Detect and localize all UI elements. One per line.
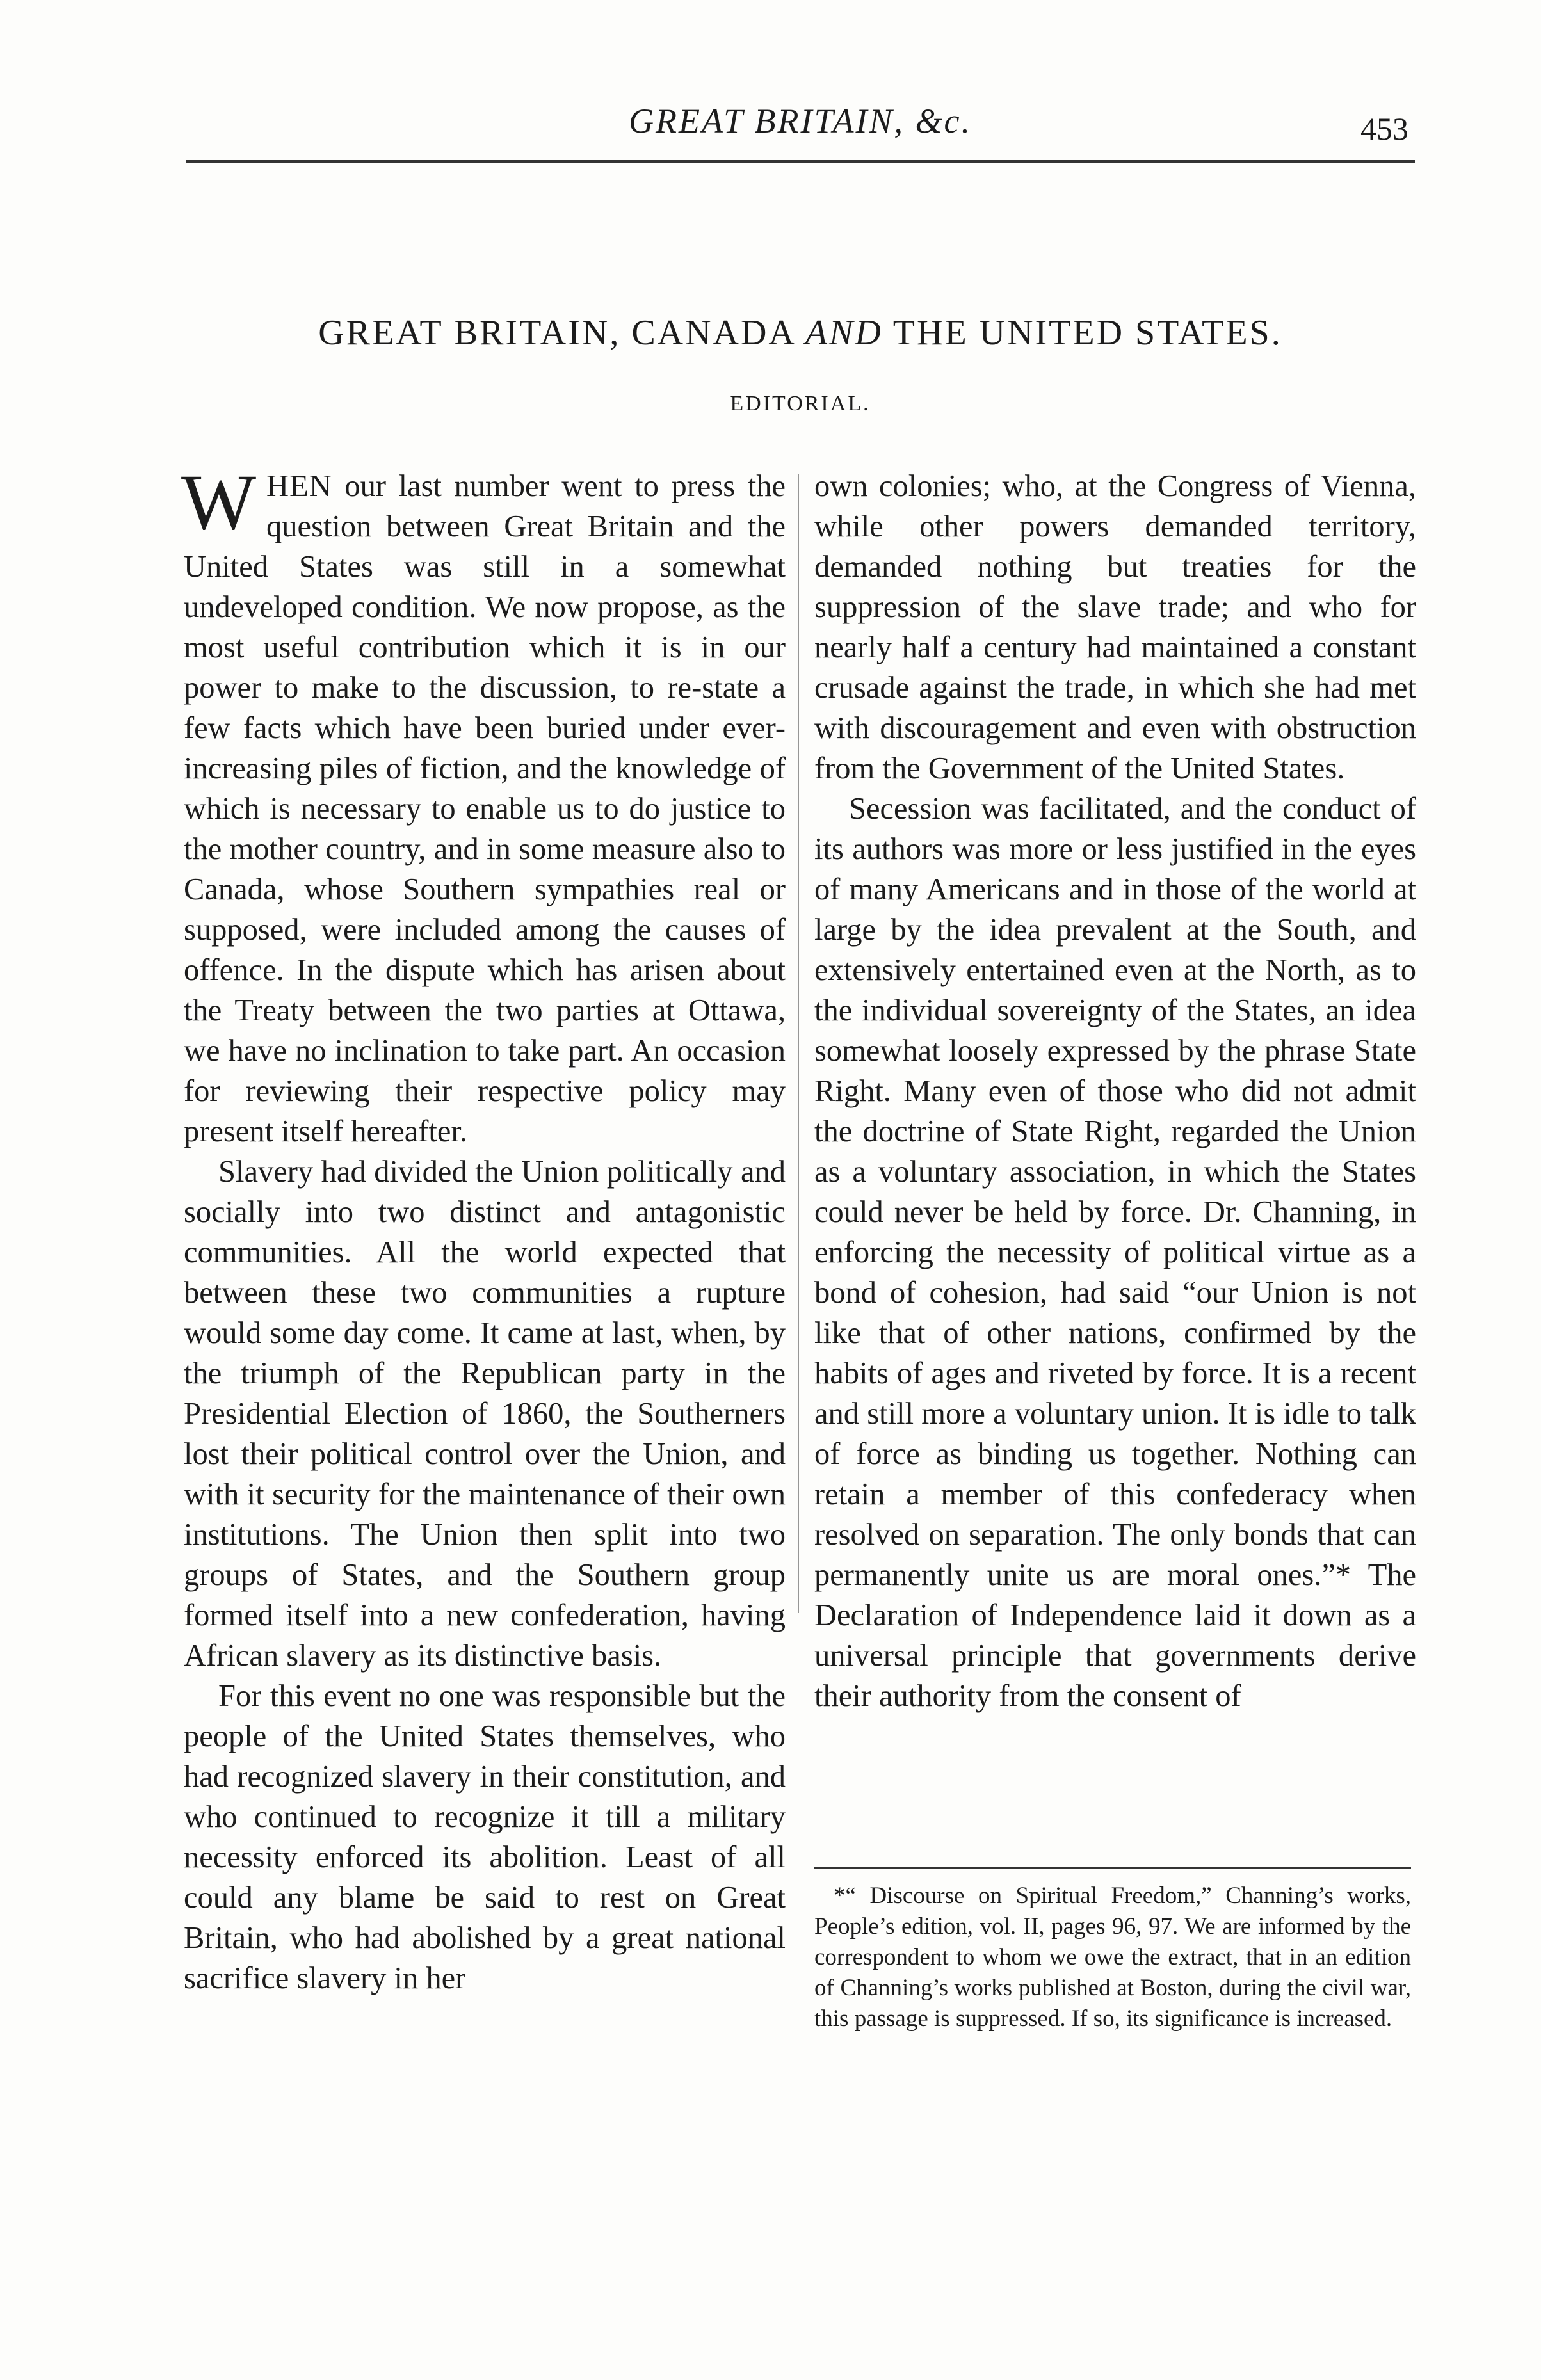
running-head [186,96,1415,163]
column-divider [798,474,799,1613]
footnote-rule [814,1867,1411,1869]
drop-cap: W [181,458,257,546]
article-title-start: GREAT BRITAIN, CANADA [318,313,795,353]
paragraph: own colonies; who, at the Congress of Vienna, while other powers demanded territory, demanded nothing but treaties for the suppression of the slave trade; and who for nearly half a century had maintained a constant crusade against the trade, in which she had met with discouragement and even with obstruction from the Government of the United States. [814,469,1416,785]
running-title: GREAT BRITAIN, &c. [629,102,972,140]
article-title [186,312,1415,353]
article-title-end: THE UNITED STATES. [892,313,1282,353]
footnote-text: *“ Discourse on Spiritual Freedom,” Channing’s works, People’s edition, vol. II, pages 96, 97. We are informed by the correspondent to whom we owe the extract, that in an edition of Channing’s works published at Boston, during the civil war, this passage is suppressed. If so, its significance is increased. [814,1883,1411,2032]
lead-in: HEN [266,469,332,503]
paragraph-text: our last number went to press the question between Great Britain and the United States was still in a somewhat undeveloped condition. We now propose, as the most useful contribution which it is in our power to make to the discussion, to re-state a few facts which have been buried under ever-increasing piles of fiction, and the knowledge of which is necessary to enable us to do justice to the mother country, and in some measure also to Canada, whose Southern sympathies real or supposed, were included among the causes of offence. In the dispute which has arisen about the Treaty between the two parties at Ottawa, we have no inclination to take part. An occasion for reviewing their respective policy may present itself hereafter. [184,469,786,1148]
article-title-and: AND [805,313,883,353]
page-number: 453 [1360,111,1408,147]
paragraph [181,458,786,1152]
left-column [181,458,786,1998]
editorial-label: EDITORIAL. [730,392,871,415]
paragraph: Slavery had divided the Union politically and socially into two distinct and antagonistic communities. All the world expected that between these two communities a rupture would some day come. It came at last, when, by the triumph of the Republican party in the Presidential Election of 1860, the Southerners lost their political control over the Union, and with it security for the maintenance of their own institutions. The Union then split into two groups of States, and the Southern group formed itself into a new confederation, having African slavery as its distinctive basis. [184,1155,786,1673]
right-column [814,466,1416,1716]
paragraph: For this event no one was responsible but the people of the United States themselves, who had recognized slavery in their constitution, and who continued to recognize it till a military necessity enforced its abolition. Least of all could any blame be said to rest on Great Britain, who had abolished by a great national sacrifice slavery in her [184,1679,786,1995]
footnote [814,1881,1411,2034]
paragraph: Secession was facilitated, and the conduct of its authors was more or less justified in the eyes of many Americans and in those of the world at large by the idea prevalent at the South, and extensively entertained even at the North, as to the individual sovereignty of the States, an idea somewhat loosely expressed by the phrase State Right. Many even of those who did not admit the doctrine of State Right, regarded the Union as a voluntary association, in which the States could never be held by force. Dr. Channing, in enforcing the necessity of political virtue as a bond of cohesion, had said “our Union is not like that of other nations, confirmed by the habits of ages and riveted by force. It is a recent and still more a voluntary union. It is idle to talk of force as binding us together. Nothing can retain a member of this confederacy when resolved on separation. The only bonds that can permanently unite us are moral ones.”* The Declaration of Independence laid it down as a universal principle that governments derive their authority from the consent of [814,792,1416,1713]
